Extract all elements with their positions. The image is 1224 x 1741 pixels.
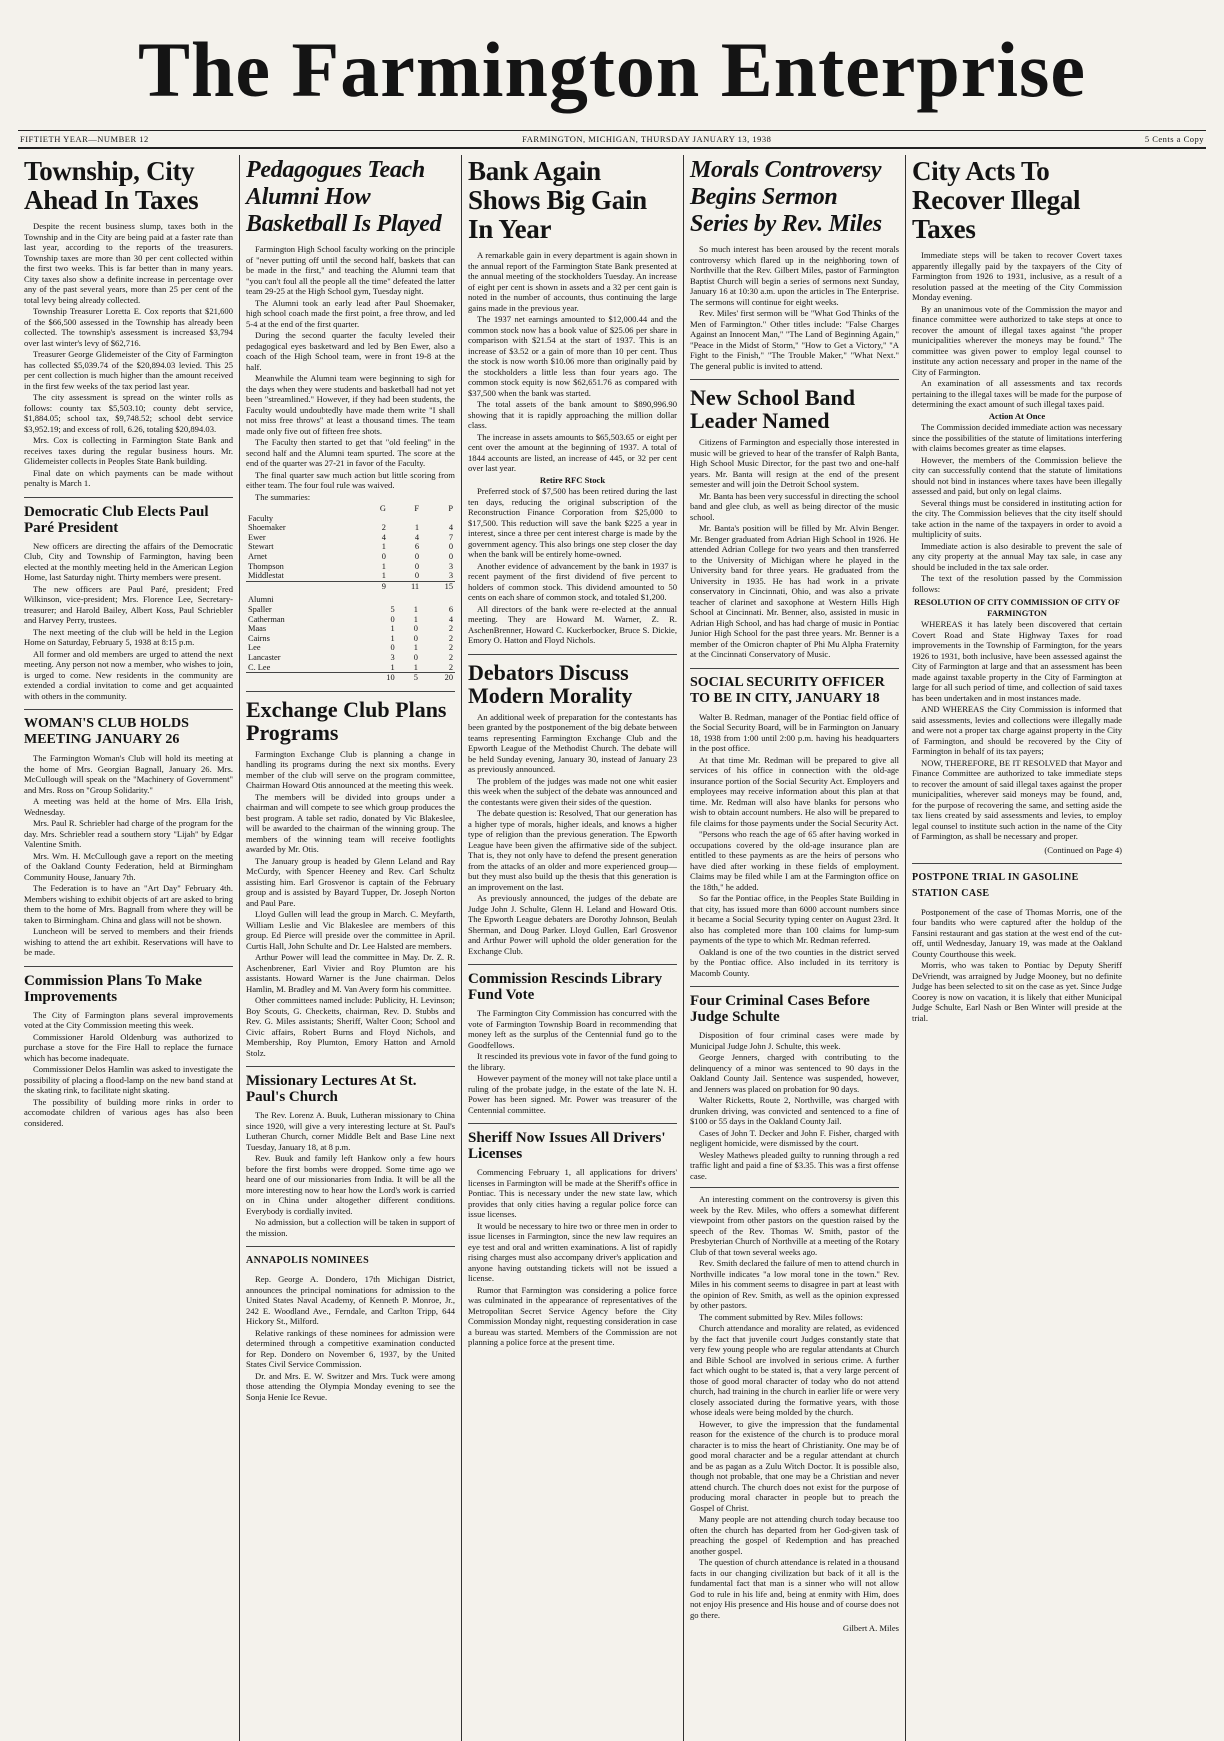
paragraph: An examination of all assessments and tax records pertaining to the illegal taxes will be made for the purpose of determining the exact amount of such illegal taxes paid. [912, 378, 1122, 409]
table-cell: 0 [390, 614, 395, 624]
table-cell: 5 [397, 673, 420, 683]
paragraph: The problem of the judges was made not one whit easier this week when the subject of the debate was announced and the contestants were given their sides of the question. [468, 775, 677, 807]
article-headline: New School Band Leader Named [690, 379, 899, 432]
paragraph: The Faculty then started to get that "old feeling" in the second half and the Alumni team spurted. The score at the end of the quarter was 27-21 in favor of the Faculty. [246, 437, 455, 468]
table-cell: 1 [381, 542, 386, 552]
paragraph: Township Treasurer Loretta E. Cox reports that $21,600 of the $66,500 assessed in the Township has already been collected. The township's assessment is increased $3,794 over last winter's levy of $62,716. [24, 306, 233, 348]
article-headline: Missionary Lectures At St. Paul's Church [246, 1066, 455, 1105]
signature: Gilbert A. Miles [842, 1623, 899, 1633]
paragraph: However payment of the money will not take place until a ruling of the probate judge, in the estate of the late N. H. Power has been signed. Mr. Power was treasurer of the Centennial committee. [468, 1073, 677, 1115]
article-body [912, 907, 1122, 1024]
table-cell: P [448, 504, 453, 513]
article-body [468, 250, 677, 474]
paragraph: A meeting was held at the home of Mrs. Ella Irish, Wednesday. [24, 796, 233, 817]
paragraph: So far the Pontiac office, in the Peoples State Building in that city, has issued more than 6000 account numbers since it became a Social Security typing center on August 23rd. It also has completed more than 100 claims for lump-sum payments of the type to which Mr. Redman referred. [690, 893, 899, 945]
table-cell: 1 [413, 643, 418, 653]
table-cell: 15 [421, 581, 455, 591]
paragraph: Rep. George A. Dondero, 17th Michigan District, announces the principal nominations for admission to the United States Naval Academy, of Kenneth P. Monroe, Jr., 242 E. Woodland Ave., Ferndale, and Carlton Tripp, 644 Hickory St., Milford. [246, 1274, 455, 1327]
paragraph: Immediate action is also desirable to prevent the sale of any city property at the annual May tax sale, in case any should be included in the tax sale order. [912, 540, 1122, 572]
table-row [246, 523, 455, 533]
article-body [912, 422, 1122, 594]
table-cell: 2 [381, 523, 386, 533]
paragraph: All former and old members are urged to attend the next meeting. Any person not now a member, who wishes to join, is urged to come. New residents in the community are extended a cordial invitation to come and get acquainted with others in the community. [24, 648, 233, 701]
table-row [246, 615, 455, 625]
table-body [246, 595, 455, 672]
table-cell [421, 514, 455, 524]
table-row [246, 653, 455, 663]
paragraph: Mr. Banta's position will be filled by Mr. Alvin Benger. Mr. Benger graduated from Adrian High School in 1926. He attended Adrian College for two years and then transferred to the University of Michigan where he played in the University band for three years. He graduated from the University in 1935. He has had work in a private conservatory in Cincinnati, Ohio, and was also a private teacher of clarinet and saxophone at Western Hills High School at Cincinnati. Mr. Benner, also, assisted in music in Adrian High School, and has had charge of music in Pontiac Junior High School for the past three years. Mr. Benner is a member of the Omicron chapter of Phi Mu Alpha Fraternity at the Cincinnati Conservatory of Music. [690, 523, 899, 659]
article-body [246, 749, 455, 1059]
table-row-total [246, 673, 455, 683]
paragraph: The 1937 net earnings amounted to $12,000.44 and the common stock now has a book value of $25.06 per share in comparison with $21.54 at the start of 1937. This is an increase of $3.52 or a gain of more than 10 per cent. Thus the stock is now worth $10.06 more than originally paid by the stockholders a little less than four years ago. The common stock equity is now $62,651.76 as compared with $37,500 when the bank was started. [468, 314, 677, 398]
paragraph: Mrs. Wm. H. McCullough gave a report on the meeting of the Oakland County Federation, held at Birmingham Community House, January 7th. [24, 850, 233, 882]
table-cell: 0 [413, 652, 418, 662]
paragraph: Final date on which payments can be made without penalty is March 1. [24, 467, 233, 488]
subhead-label: Action At Once [988, 410, 1046, 421]
column-3 [462, 155, 684, 1741]
paragraph: Mr. Banta has been very successful in directing the school band and glee club, as well as being director of the music school. [690, 490, 899, 522]
table-cell: 4 [414, 532, 420, 542]
table-cell: C. Lee [248, 662, 271, 672]
article-headline: Pedagogues Teach Alumni How Basketball Is Played [246, 157, 442, 237]
paragraph: Citizens of Farmington and especially those interested in music will be grieved to hear of the transfer of Ralph Banta, High School Music Director, for the past two and one-half years. Mr. Banta will resign at the end of the present semester and will join the Detroit School system. [690, 437, 899, 489]
table-cell: 3 [390, 652, 395, 662]
paragraph: The city assessment is spread on the winter rolls as follows: county tax $5,503.10; county debt service, $1,884.05; school tax, $9,748.52; school debt service $3,952.19; and excess of roll, 6.26, totaling $20,894.03. [24, 392, 233, 434]
article-body [468, 1167, 677, 1348]
paragraph: The Rev. Lorenz A. Buuk, Lutheran missionary to China since 1920, will give a very interesting lecture at St. Paul's Lutheran Church, corner Middle Belt and Base Line next Tuesday, January 18, at 8 p.m. [246, 1110, 455, 1152]
article-body [246, 437, 455, 491]
table-cell: Stewart [248, 542, 274, 552]
paragraph: Rev. Miles' first sermon will be "What God Thinks of the Men of Farmington." Other titles include: "False Charges Against an Innocent Man," "The Land of Beginning Again," "Peace in the Midst of Storm," "How to Get a Victory," "A Fight to the Finish," "The Trouble Maker," "What Next." The general public is invited to attend. [690, 308, 899, 371]
table-cell: 1 [413, 604, 418, 614]
article-headline: SOCIAL SECURITY OFFICER TO BE IN CITY, JANUARY 18 [690, 668, 899, 707]
table-row [246, 552, 455, 562]
paragraph: The Farmington Woman's Club will hold its meeting at the home of Mrs. Georgian Bagnall, January 26. Mrs. McCullough will speak on the "Machinery of Government" and Mrs. Ross on "Group Solidarity." [24, 753, 233, 795]
table-row [246, 514, 455, 524]
paragraph: An additional week of preparation for the contestants has been granted by the postponement of the big debate between teams representing Farmington Exchange Club and the Epworth League of the Methodist Church. The debate will be held Sunday evening, January 30, instead of January 23 as previously announced. [468, 711, 677, 774]
table-cell [397, 595, 420, 605]
article-headline: Commission Plans To Make Improvements [24, 966, 233, 1005]
issue-date: FARMINGTON, MICHIGAN, THURSDAY JANUARY 13, 1938 [522, 134, 772, 144]
table-cell: 1 [390, 633, 395, 643]
table-cell: 4 [381, 532, 386, 542]
article-headline: City Acts To Recover Illegal Taxes [912, 156, 1081, 244]
paragraph: "Persons who reach the age of 65 after having worked in occupations covered by the old-age insurance plan are entitled to these payments as are the heirs of persons who have died after working in these fields of employment. Claims may be filed while I am at the Farmington office on the 18th," he added. [690, 829, 899, 892]
article-body [24, 753, 233, 958]
paragraph: No admission, but a collection will be taken in support of the mission. [246, 1217, 455, 1238]
table-cell [388, 514, 421, 524]
article-body [246, 1110, 455, 1238]
table-cell: 1 [381, 561, 386, 571]
paragraph: NOW, THEREFORE, BE IT RESOLVED that Mayor and Finance Committee are authorized to take immediate steps to recover the amount of said illegal taxes against the proper municipalities, wherever said moneys may be found, and, for the purpose of recovering the same, and setting aside the tax liens created by said assessments and levies, to employ legal counsel to institute such action in the name of the City of Farmington, as shall be necessary and proper. [912, 757, 1122, 841]
table-row [246, 542, 455, 552]
table-cell: 0 [448, 551, 453, 561]
table-cell: 2 [448, 624, 453, 634]
paragraph: As previously announced, the judges of the debate are Judge John J. Schulte, Glenn H. Leland and Howard Otis. The Epworth League debaters are Dorothy Johnson, Beulah Sherman, and Doug Parker. Lloyd Gullen, Earl Grosvenor and Arthur Power will uphold the older generation for the Exchange Club. [468, 893, 677, 956]
article-body [246, 1274, 455, 1402]
article-body [24, 541, 233, 702]
paragraph: Many people are not attending church today because too often the church has departed from her God-given task of preaching the gospel of Redemption and has preached another gospel. [690, 1514, 899, 1556]
table-cell: 2 [448, 662, 453, 672]
column-1 [18, 155, 240, 1741]
article-body [24, 221, 233, 489]
alumni-summary-table [246, 595, 455, 682]
paragraph: Commissioner Delos Hamlin was asked to investigate the possibility of placing a flood-lamp on the new band stand at the skating rink, to facilitate night skating. [24, 1064, 233, 1095]
article-headline: Township, City Ahead In Taxes [24, 156, 199, 215]
table-cell: Faculty [248, 513, 274, 523]
article-headline: ANNAPOLIS NOMINEES [246, 1246, 455, 1269]
table-row [246, 663, 455, 673]
paragraph: Meanwhile the Alumni team were beginning to sigh for the days when they were students and basketball had not yet been "streamlined." However, if they had been students, the Faculty would undoubtedly have made them write "I shall not miss free throws" at least a thousand times. The team made only five out of fifteen free shots. [246, 373, 455, 436]
table-cell: 0 [413, 633, 418, 643]
paragraph: Lloyd Gullen will lead the group in March. C. Meyfarth, William Leslie and Vic Blakeslee are members of this group. Ed Pierce will preside over the committee in April. Curtis Hall, John Schulte and Dr. Lee Halsted are members. [246, 909, 455, 951]
table-cell [360, 514, 388, 524]
paragraph: Dr. and Mrs. E. W. Switzer and Mrs. Tuck were among those attending the Olympia Monday evening to see the Sonja Henie Ice Revue. [246, 1370, 455, 1402]
paragraph: Wesley Mathews pleaded guilty to running through a red traffic light and paid a fine of $3.35. This was a first offense case. [690, 1149, 899, 1181]
table-cell: G [379, 504, 386, 513]
paragraph: AND WHEREAS the City Commission is informed that said assessments, levies and collections were illegally made and were not a proper tax charge against property in the City of Farmington, and should be recovered by the City of Farmington in behalf of its tax payers; [912, 704, 1122, 756]
table-cell: 6 [448, 604, 453, 614]
paragraph: Other committees named include: Publicity, H. Levinson; Boy Scouts, G. Checketts, chairman, Rev. D. Stubbs and Rev. G. Miles assistants; Sheriff, Walter Coon; School and Civic affairs, Robert Burns and Floyd Nichols, and Membership, Roy Plumton, Emory Hatton and Arnold Stolz. [246, 995, 455, 1058]
table-cell: Maas [248, 624, 267, 634]
table-cell: 0 [414, 571, 420, 581]
paragraph: The City of Farmington plans several improvements voted at the City Commission meeting this week. [24, 1009, 233, 1030]
table-cell: 1 [381, 571, 386, 581]
paragraph: Cases of John T. Decker and John F. Fisher, charged with negligent homicide, were dismissed by the court. [690, 1127, 899, 1148]
paragraph: During the second quarter the faculty leveled their pedagogical eyes basketward and led by Ben Ewer, also a coach of the High School team, were in front 19-8 at the half. [246, 330, 455, 372]
article-body [690, 1194, 899, 1620]
paragraph: Mrs. Paul R. Schriebler had charge of the program for the day. Mrs. Schriebler read a southern story "Lijah" by Edgar Valentine Smith. [24, 818, 233, 849]
paragraph: The possibility of building more rinks in order to accomodate children of various ages has also been considered. [24, 1096, 233, 1128]
masthead-title: The Farmington Enterprise [138, 26, 1086, 113]
paragraph: The total assets of the bank amount to $890,996.90 showing that it is rapidly approaching the million dollar class. [468, 399, 677, 430]
paragraph: The question of church attendance is related in a thousand facts in our changing civilization but back of it all is the fundamental fact that man is a sinner who will not allow God to rule in his life and, being at enmity with Him, does not enjoy His presence and His house and of course does not go there. [690, 1557, 899, 1620]
table-row-total [246, 581, 455, 591]
summaries-label: The summaries: [255, 491, 311, 502]
table-cell: Thompson [248, 561, 284, 571]
article-body [468, 486, 677, 646]
divider [690, 1187, 899, 1188]
resolution-heading: RESOLUTION OF CITY COMMISSION OF CITY OF FARMINGTON [914, 597, 1120, 618]
faculty-summary-table [246, 504, 455, 591]
table-cell: Spaller [248, 604, 272, 614]
paragraph: The Alumni took an early lead after Paul Shoemaker, high school coach made the first point, a free throw, and led 5-4 at the end of the first quarter. [246, 297, 455, 329]
paragraph: Commencing February 1, all applications for drivers' licenses in Farmington will be made at the Sheriff's office in Pontiac. This is necessary under the new state law, which provides that only cities having a regular police force can issue licenses. [468, 1167, 677, 1219]
paragraph: The next meeting of the club will be held in the Legion Home on Saturday, February 5, 1938 at 8:15 p.m. [24, 626, 233, 647]
paragraph: Farmington High School faculty working on the principle of "never putting off until the second half, baskets that can be made in the first," and teaching the Alumni team that "you can't foul all the people all the time" defeated the latter team 29-25 at the High School gym, Tuesday night. [246, 244, 455, 296]
paragraph: However, to give the impression that the fundamental reason for the existence of the church is to produce moral character is to miss the heart of Christianity. One may be of good moral character and be a regular attendant at church and be as pagan as a Zulu Witch Doctor. It is possible also, though not probable, that one may be a Christian and never attend church. The church does not exist for the purpose of producing moral character in people but to preach the Gospel of Christ. [690, 1418, 899, 1513]
table-cell: 0 [413, 624, 418, 634]
paragraph: The new officers are Paul Paré, president; Fred Wilkinson, vice-president; Mrs. Florence Lee, Secretary-treasurer; and Harold Bailey, Albert Koss, Paul Schriebler and Harvey Perry, trustees. [24, 583, 233, 625]
paragraph: It rescinded its previous vote in favor of the fund going to the library. [468, 1051, 677, 1072]
paragraph: Despite the recent business slump, taxes both in the Township and in the City are being paid at a faster rate than last year, according to the reports of the treasurers. Township taxes are more than 30 per cent collected within the first two weeks. This is far better than in many years. City taxes also show a definite increase in percentage over any of the past several years, more than 25 per cent of the total levy being already collected. [24, 221, 233, 305]
column-5 [906, 155, 1128, 1741]
article-headline: Four Criminal Cases Before Judge Schulte [690, 986, 899, 1025]
paragraph: Morris, who was taken to Pontiac by Deputy Sheriff DeVriendt, was arraigned by Judge Mooney, but no definite Judge has been selected to sit on the case as yet. Since Judge Coorey is now on vacation, it is likely that either Municipal Judge Schulte, Earl Nash or Ben Winter will preside at the trial. [912, 960, 1122, 1023]
article-headline: POSTPONE TRIAL IN GASOLINE STATION CASE [912, 863, 1122, 902]
table-cell: 1 [390, 624, 395, 634]
article-body [468, 712, 677, 957]
paragraph: Walter B. Redman, manager of the Pontiac field office of the Social Security Board, will be in Farmington on January 18, 1938 from 1:00 until 2:00 p.m. having his headquarters in the post office. [690, 711, 899, 753]
table-cell: 0 [414, 561, 420, 571]
table-cell: 0 [381, 551, 386, 561]
article-body [468, 1008, 677, 1115]
table-cell: 2 [448, 652, 453, 662]
table-cell: 1 [413, 662, 418, 672]
subhead-label: Retire RFC Stock [539, 474, 606, 485]
paragraph: Several things must be considered in instituting action for the city. The Commission believes that the city itself should take action in the name of the taxpayers in order to avoid a multiplicity of suits. [912, 497, 1122, 539]
table-cell [246, 504, 360, 514]
article-body [690, 244, 899, 371]
paragraph: The debate question is: Resolved, That our generation has a higher type of morals, higher ideals, and knows a higher type of religion than the previous generation. The Epworth League have been given the affirmative side of the subject. That is, they not only have to defend the present generation from the attacks of an older and more experienced group—but they must also build up the thesis that this generation is an improvement on the last. [468, 808, 677, 892]
paragraph: The members will be divided into groups under a chairman and will compete to see which group produces the best program. A table set radio, donated by Vic Blakeslee, will be awarded to the chairman of the winning group. The members of the winning team will receive footlights awarded by Mr. Otis. [246, 791, 455, 855]
paragraph: Luncheon will be served to members and their friends wishing to attend the art exhibit. Reservations will have to be made. [24, 926, 233, 957]
article-body [690, 437, 899, 660]
table-cell: 9 [360, 581, 388, 591]
paragraph: The increase in assets amounts to $65,503.65 or eight per cent over the amount at the beginning of 1937. A total of 1844 accounts are listed, an increase of 445, or 32 per cent over last year. [468, 431, 677, 473]
article-headline: Sheriff Now Issues All Drivers' Licenses [468, 1123, 677, 1162]
paragraph: Commissioner Harold Oldenburg was authorized to purchase a stove for the Fire Hall to replace the furnace which has become inadequate. [24, 1031, 233, 1063]
paragraph: George Jenners, charged with contributing to the delinquency of a minor was sentenced to 90 days in the Oakland County Jail. Sentence was suspended, however, and Jenners was placed on probation for 90 days. [690, 1052, 899, 1094]
article-body [690, 1030, 899, 1181]
table-row [246, 595, 455, 605]
table-cell: 0 [390, 643, 395, 653]
table-cell: F [414, 504, 420, 513]
table-cell: Alumni [248, 595, 274, 605]
paragraph: Arthur Power will lead the committee in May. Dr. Z. R. Aschenbrener, Earl Vivier and Roy Plumton are his assistants. Howard Warner is the June chairman. Delos Hamlin, M. Bradley and M. Van Avery form his committee. [246, 952, 455, 994]
table-cell: Catherman [248, 614, 285, 624]
paragraph: So much interest has been aroused by the recent morals controversy which flared up in the neighboring town of Northville that the Rev. Gilbert Miles, pastor of Farmington Baptist Church will begin a series of sermons next Sunday, January 16 at 10:30 a.m. upon the articles in The Enterprise. The sermons will continue for eight weeks. [690, 244, 899, 307]
table-row [246, 533, 455, 543]
paragraph: Rumor that Farmington was considering a police force was culminated in the appearance of representatives of the Metropolitan Secret Service Agency before the City Commission Monday night, requesting consideration in case a bureau was started. Members of the Commission are not planning a police force at the present time. [468, 1284, 677, 1347]
paragraph: Another evidence of advancement by the bank in 1937 is recent payment of the first dividend of five percent to holders of common stock. This dividend amounted to 50 cents on each share of common stock, and totaled $1,200. [468, 560, 677, 602]
table-cell [420, 595, 455, 605]
table-row [246, 643, 455, 653]
table-cell: Ewer [248, 532, 266, 542]
price: 5 Cents a Copy [1144, 134, 1204, 144]
table-cell: 5 [390, 604, 395, 614]
article-headline: Morals Controversy Begins Sermon Series by Rev. Miles [690, 157, 882, 237]
table-cell: 1 [390, 662, 395, 672]
table-row [246, 605, 455, 615]
paragraph: The Commission decided immediate action was necessary since the possibilities of the statute of limitations interfering with claims becomes greater as time elapses. [912, 422, 1122, 453]
table-cell: 2 [448, 633, 453, 643]
article-headline: Democratic Club Elects Paul Paré President [24, 497, 233, 536]
paragraph: Mrs. Cox is collecting in Farmington State Bank and receives taxes during the regular business hours. Mr. Glidemeister collects in Peoples State Bank building. [24, 435, 233, 466]
paragraph: The Farmington City Commission has concurred with the vote of Farmington Township Board in recommending that money left as the surplus of the Centennial fund go to the Goodfellows. [468, 1008, 677, 1050]
paragraph: The comment submitted by Rev. Miles follows: [699, 1311, 863, 1322]
dateline-bar [18, 130, 1206, 149]
paragraph: A remarkable gain in every department is again shown in the annual report of the Farmington State Bank presented at the annual meeting of the stockholders Tuesday. An increase of eight per cent is shown in assets and a 32 per cent gain is noted in the number of accounts, thus continuing the large gains made in the previous year. [468, 250, 677, 313]
volume-number: FIFTIETH YEAR—NUMBER 12 [20, 134, 149, 144]
paragraph: Treasurer George Glidemeister of the City of Farmington has collected $5,039.74 of the $20,894.03 levied. This 25 per cent collection is much higher than the amount received in the first few weeks of the tax period last year. [24, 349, 233, 391]
table-body [246, 514, 455, 582]
paragraph: All directors of the bank were re-elected at the annual meeting. They are Howard M. Warner, Z. R. AschenBrenner, Howard C. Kuckerbocker, Bruce S. Dickie, Emory O. Hatton and Floyd Nichols. [468, 603, 677, 645]
table-cell: 6 [414, 542, 420, 552]
table-cell: Shoemaker [248, 523, 286, 533]
table-cell: 0 [448, 542, 453, 552]
table-cell [362, 595, 397, 605]
paragraph: Disposition of four criminal cases were made by Municipal Judge John J. Schulte, this week. [690, 1030, 899, 1051]
paragraph: However, the members of the Commission believe the city can successfully contend that the statute of limitations should not bind in instances where taxes have been illegally assessed and paid, but only on legal claims. [912, 454, 1122, 496]
paragraph: Preferred stock of $7,500 has been retired during the last ten days, reducing the original subscription of the Reconstruction Finance Corporation from $25,000 to $17,500. This reduction will save the bank $225 a year in interest, since a three per cent interest charge is made by the government agency. This also brings one step closer the day when the bank will be entirely home-owned. [468, 486, 677, 559]
column-4 [684, 155, 906, 1741]
paragraph: Rev. Buuk and family left Hankow only a few hours before the first bombs were dropped. Some time ago we heard one of our missionaries from India. It will be all the more interesting now to hear how the Lord's work is carried on in China under altogether different conditions. Everybody is cordially invited. [246, 1153, 455, 1216]
table-cell: 3 [448, 571, 453, 581]
paragraph: Oakland is one of the two counties in the district served by the Pontiac office. Also included in its territory is Macomb County. [690, 946, 899, 978]
paragraph: WHEREAS it has lately been discovered that certain Covert Road and State Highway Taxes for road improvements in the Township of Farmington, for the years 1926 to 1931, both inclusive, have been assessed against the City of Farmington at large and that an assessment has been made against taxable property in the City of Farmington at large for all such period of time, and collection of said taxes has been undertaken and in most instances made. [912, 619, 1122, 703]
paragraph: The January group is headed by Glenn Leland and Ray McCurdy, with Spencer Heeney and Rev. Carl Schultz assisting him. Earl Grosvenor is captain of the February group and is assisted by Bayard Tupper, Dr. Joseph Norton and Paul Pare. [246, 855, 455, 908]
paragraph: By an unanimous vote of the Commission the mayor and finance committee were authorized to take steps at once to recover the amount of illegal taxes against "the proper municipalities wherever the moneys may be found." The committee was given power to employ legal counsel to institute any action necessary and proper in the name of the City of Farmington. [912, 303, 1122, 377]
article-body [912, 250, 1122, 410]
table-cell [246, 673, 362, 683]
article-headline: Bank Again Shows Big Gain In Year [468, 156, 647, 244]
paragraph: Walter Ricketts, Route 2, Northville, was charged with drunken driving, was convicted and sentenced to a fine of $100 or 55 days in the Oakland County Jail. [690, 1095, 899, 1126]
table-cell: Cairns [248, 633, 270, 643]
continued-notice: (Continued on Page 4) [1044, 844, 1122, 855]
table-cell: 10 [362, 673, 397, 683]
table-row [246, 562, 455, 572]
article-headline: Debators Discuss Modern Morality [468, 654, 677, 707]
table-row [246, 624, 455, 634]
article-headline: WOMAN'S CLUB HOLDS MEETING JANUARY 26 [24, 709, 233, 748]
article-headline: Commission Rescinds Library Fund Vote [468, 964, 677, 1003]
column-2 [240, 155, 462, 1741]
paragraph: Relative rankings of these nominees for admission were determined through a competitive examination conducted for Rep. Dondero on November 6, 1937, by the United States Civil Service Commission. [246, 1327, 455, 1370]
paragraph: The Federation is to have an "Art Day" February 4th. Members wishing to exhibit objects of art are asked to bring them to the home of Mrs. Bagnall from where they will be taken to Birmingham. China and glass will not be shown. [24, 883, 233, 925]
article-body [24, 1010, 233, 1129]
table-cell: Middlestat [248, 571, 284, 581]
paragraph: New officers are directing the affairs of the Democratic Club, City and Township of Farmington, having been elected at the monthly meeting held in the American Legion Home, last Saturday night. Thirty members were present. [24, 540, 233, 582]
paragraph: Postponement of the case of Thomas Morris, one of the four bandits who were captured after the holdup of the Fansini restaurant and gas station at the west end of the cut-off, until Wednesday, January 19, was made at the Oakland County Courthouse this week. [912, 906, 1122, 959]
table-header [246, 504, 455, 514]
article-body [246, 244, 455, 436]
columns [18, 155, 1206, 1741]
table-cell: Arnet [248, 551, 268, 561]
table-cell: 20 [420, 673, 455, 683]
paragraph: Immediate steps will be taken to recover Covert taxes apparently illegally paid by the taxpayers of the City of Farmington from 1926 to 1931, inclusive, as a result of a resolution passed at the meeting of the City Commission Monday evening. [912, 250, 1122, 302]
table-cell: 4 [448, 614, 453, 624]
table-cell: 4 [448, 523, 453, 533]
paragraph: It would be necessary to hire two or three men in order to issue licenses in Farmington, since the new law requires an eye test and oral and written examinations. A list of rapidly rising charges must also accompany driver's application and anyone having outstanding tickets will not be issued a license. [468, 1220, 677, 1283]
table-row [246, 634, 455, 644]
table-cell: 1 [413, 614, 418, 624]
table-cell: 11 [388, 581, 421, 591]
paragraph: Rev. Smith declared the failure of men to attend church in Northville indicates "a low moral tone in the town." Rev. Miles in his comment seems to disagree in part at least with the opinion of Rev. Smith, as well as the opinion expressed by other pastors. [690, 1258, 899, 1310]
table-cell: 1 [414, 523, 420, 533]
paragraph: The text of the resolution passed by the Commission follows: [912, 573, 1122, 594]
article-headline: Exchange Club Plans Programs [246, 691, 455, 744]
paragraph: At that time Mr. Redman will be prepared to give all services of his office in connection with the old-age insurance portion of the Social Security Act. Employers and employees may receive information about this plan at that time. Mr. Redman will also have blanks for persons who wish to obtain account numbers. He also will be prepared to file claims for those payments under the Social Security Act. [690, 754, 899, 828]
table-cell: Lee [248, 643, 261, 653]
table-cell [246, 581, 360, 591]
article-body [690, 712, 899, 979]
table-row [246, 571, 455, 581]
paragraph: Farmington Exchange Club is planning a change in handling its programs during the next six months. Every member of the club will serve on the program committee, Chairman Howard Otis announced at the meeting this week. [246, 748, 455, 791]
table-cell: 3 [448, 561, 453, 571]
article-body [912, 619, 1122, 842]
table-cell: Lancaster [248, 652, 281, 662]
paragraph: Church attendance and morality are related, as evidenced by the fact that juvenile court Judges constantly state that very few young people who are regular attendants at Church and Bible School are involved in serious crime. A further fact which ought to be stated is, that a very large percent of those of good moral character of today who do not attend church, had training in the church in earlier life or were very closely associated during the formative years, with those whose ideals were being molded by the church. [690, 1323, 899, 1417]
paragraph: The final quarter saw much action but little scoring from either team. The four foul rule was waived. [246, 469, 455, 490]
paragraph: An interesting comment on the controversy is given this week by the Rev. Miles, who offers a somewhat different viewpoint from other pastors on the question raised by the speech of the Rev. Thomas W. Smith, pastor of the Presbyterian Church of Northville at a meeting of the Rotary Club of that town several weeks ago. [690, 1194, 899, 1257]
table-cell: 2 [448, 643, 453, 653]
table-cell: 7 [448, 532, 453, 542]
table-cell: 0 [414, 551, 420, 561]
